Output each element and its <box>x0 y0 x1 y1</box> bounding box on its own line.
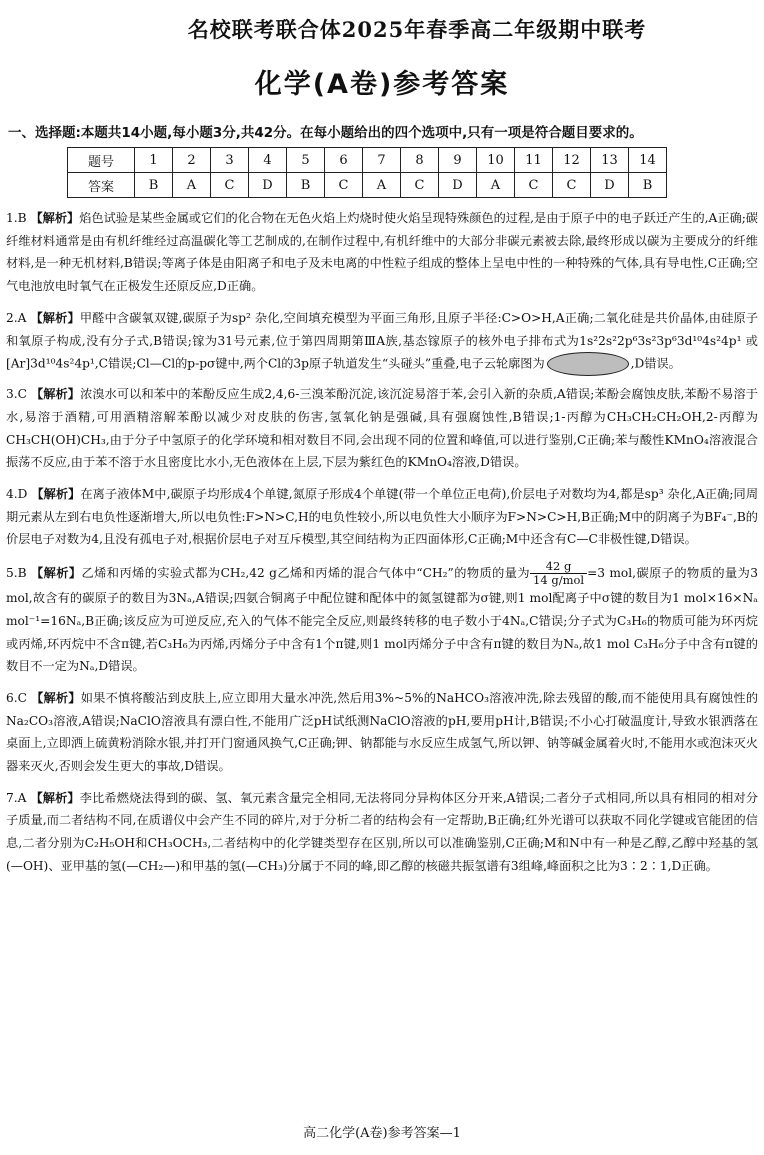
explanation-item-4 <box>6 483 758 551</box>
analysis-tag: 【解析】 <box>30 387 81 402</box>
item-number: 1.B <box>6 211 27 225</box>
explanation-text: 李比希燃烧法得到的碳、氢、氧元素含量完全相同,无法将同分异构体区分开来,A错误;二者分子式相同,所以具有相同的相对分子质量,而二者结构不同,在质谱仪中会产生不同的碎片,对于分析二者的结构会有一定帮助,B正确;红外光谱可以获取不同化学键或官能团的信息,二者分别为C₂H₅OH和CH₃OCH₃,二者结构中的化学键类型存在区别,所以可以准确鉴别,C正确;M和N中有一种是乙醇,乙醇中羟基的氢(—OH)、亚甲基的氢(—CH₂—)和甲基的氢(—CH₃)分属于不同的峰,即乙醇的核磁共振氢谱有3组峰,峰面积之比为3∶2∶1,D正确。 <box>6 790 759 873</box>
document-subtitle: 化学(A卷)参考答案 <box>254 69 510 100</box>
answer-cell: A <box>363 173 401 198</box>
answer-cell: B <box>135 173 173 198</box>
explanation-item-5 <box>6 560 758 678</box>
answer-cell: B <box>629 173 667 198</box>
answer-cell: C <box>325 173 363 198</box>
explanation-item-3 <box>6 383 758 474</box>
question-number-cell: 2 <box>173 148 211 173</box>
explanation-item-7 <box>6 787 758 878</box>
page-footer: 高二化学(A卷)参考答案—1 <box>303 1126 461 1141</box>
exam-title: 名校联考联合体2025年春季高二年级期中联考 <box>187 17 647 42</box>
explanation-text-end: ,D错误。 <box>630 356 681 371</box>
item-number: 6.C <box>6 690 27 705</box>
question-number-cell: 14 <box>629 148 667 173</box>
answer-cell: C <box>515 173 553 198</box>
answer-cell: A <box>173 173 211 198</box>
item-number: 5.B <box>6 566 27 581</box>
analysis-tag: 【解析】 <box>30 211 80 225</box>
analysis-tag: 【解析】 <box>31 690 81 705</box>
item-number: 4.D <box>6 487 28 502</box>
question-number-cell: 5 <box>287 148 325 173</box>
answer-table-number-row <box>68 148 667 173</box>
fraction-numerator: 42 g <box>530 560 587 574</box>
answer-cell: A <box>477 173 515 198</box>
explanation-item-6 <box>6 687 758 778</box>
answer-cell: D <box>591 173 629 198</box>
row-label-question-number: 题号 <box>68 148 135 173</box>
answer-table <box>67 147 667 198</box>
question-number-cell: 6 <box>325 148 363 173</box>
item-number: 7.A <box>6 790 27 805</box>
question-number-cell: 4 <box>249 148 287 173</box>
question-number-cell: 8 <box>401 148 439 173</box>
analysis-tag: 【解析】 <box>30 310 80 325</box>
explanation-text: 如果不慎将酸沾到皮肤上,应立即用大量水冲洗,然后用3%~5%的NaHCO₃溶液冲洗,除去残留的酸,而不能使用具有腐蚀性的Na₂CO₃溶液,A错误;NaClO溶液具有漂白性,不能用广泛pH试纸测NaClO溶液的pH,要用pH计,B错误;不小心打破温度计,导致水银洒落在桌面上,立即洒上硫黄粉消除水银,并打开门窗通风换气,C正确;钾、钠都能与水反应生成氢气,所以钾、钠等碱金属着火时,不能用水或泡沫灭火器来灭火,否则会发生更大的事故,D错误。 <box>6 690 759 774</box>
analysis-tag: 【解析】 <box>31 487 81 502</box>
answer-cell: B <box>287 173 325 198</box>
question-number-cell: 11 <box>515 148 553 173</box>
explanation-text: 乙烯和丙烯的实验式都为CH₂,42 g乙烯和丙烯的混合气体中“CH₂”的物质的量为 <box>81 566 531 581</box>
question-number-cell: 10 <box>477 148 515 173</box>
electron-cloud-ellipse-icon <box>547 352 629 376</box>
explanation-text: 浓溴水可以和苯中的苯酚反应生成2,4,6-三溴苯酚沉淀,该沉淀易溶于苯,会引入新的杂质,A错误;苯酚会腐蚀皮肤,苯酚不易溶于水,易溶于酒精,可用酒精溶解苯酚以减少对皮肤的伤害,氢氧化钠是强碱,具有强腐蚀性,B错误;1-丙醇为CH₃CH₂CH₂OH,2-丙醇为CH₃CH(OH)CH₃,由于分子中氢原子的化学环境和相对数目不同,会出现不同的位置和峰值,可以进行鉴别,C正确;苯与酸性KMnO₄溶液混合振荡不反应,由于苯不溶于水且密度比水小,无色液体在上层,下层为紫红色的KMnO₄溶液,D错误。 <box>6 387 758 470</box>
question-number-cell: 13 <box>591 148 629 173</box>
explanation-text-cont: =3 mol,碳原子的物质的量为3 mol,故含有的碳原子的数目为3Nₐ,A错误;四氨合铜离子中配位键和配体中的氮氢键都为σ键,则1 mol配离子中σ键的数目为1 mol×16×Nₐ mol⁻¹=16Nₐ,B正确;该反应为可逆反应,充入的气体不能完全反应,则最终转移的电子数小于4Nₐ,C错误;分子式为C₃H₆的物质可能为环丙烷或丙烯,环丙烷中不含π键,若C₃H₆为丙烯,丙烯分子中含有1个π键,则1 mol丙烯分子中含有π键的数目为Nₐ,故1 mol C₃H₆分子中含有π键的数目不一定为Nₐ,D错误。 <box>6 566 759 674</box>
explanation-text: 甲醛中含碳氧双键,碳原子为sp² 杂化,空间填充模型为平面三角形,且原子半径:C>O>H,A正确;二氧化硅是共价晶体,由硅原子和氧原子构成,没有分子式,B错误;镓为31号元素,位于第四周期第ⅢA族,基态镓原子的核外电子排布式为1s²2s²2p⁶3s²3p⁶3d¹⁰4s²4p¹ 或[Ar]3d¹⁰4s²4p¹,C错误;Cl—Cl的p-pσ键中,两个Cl的3p原子轨道发生“头碰头”重叠,电子云轮廓图为 <box>6 310 759 371</box>
fraction-denominator: 14 g/mol <box>533 573 585 588</box>
row-label-answer: 答案 <box>68 173 135 198</box>
answer-cell: D <box>249 173 287 198</box>
section-heading: 一、选择题:本题共14小题,每小题3分,共42分。在每小题给出的四个选项中,只有一项是符合题目要求的。 <box>8 125 643 141</box>
answer-cell: D <box>439 173 477 198</box>
explanation-item-1 <box>6 207 758 298</box>
item-number: 3.C <box>6 387 27 402</box>
answer-table-answer-row <box>68 173 667 198</box>
question-number-cell: 3 <box>211 148 249 173</box>
analysis-tag: 【解析】 <box>30 566 82 581</box>
question-number-cell: 1 <box>135 148 173 173</box>
question-number-cell: 9 <box>439 148 477 173</box>
answer-cell: C <box>553 173 591 198</box>
explanation-text: 在离子液体M中,碳原子均形成4个单键,氮原子形成4个单键(带一个单位正电荷),价层电子对数均为4,都是sp³ 杂化,A正确;同周期元素从左到右电负性逐渐增大,所以电负性:F>N>C,H的电负性较小,所以电负性大小顺序为F>N>C>H,B正确;M中的阴离子为BF₄⁻,B的价层电子对数为4,且没有孤电子对,根据价层电子对互斥模型,其空间结构为正四面体形,C正确;M中还含有C—C非极性键,D错误。 <box>6 487 759 547</box>
explanation-text: 焰色试验是某些金属或它们的化合物在无色火焰上灼烧时使火焰呈现特殊颜色的过程,是由于原子中的电子跃迁产生的,A正确;碳纤维材料通常是由有机纤维经过高温碳化等工艺制成的,在制作过程中,有机纤维中的大部分非碳元素被去除,最终形成以碳为主要成分的纤维材料,是一种无机材料,B错误;等离子体是由阳离子和电子及未电离的中性粒子组成的整体上呈电中性的一种特殊的气体,具有导电性,C正确;空气电池放电时氧气在正极发生还原反应,D正确。 <box>6 211 758 294</box>
question-number-cell: 12 <box>553 148 591 173</box>
analysis-tag: 【解析】 <box>30 790 80 805</box>
explanations <box>6 207 758 887</box>
answer-cell: C <box>211 173 249 198</box>
item-number: 2.A <box>6 310 27 325</box>
explanation-item-2 <box>6 307 758 376</box>
question-number-cell: 7 <box>363 148 401 173</box>
answer-cell: C <box>401 173 439 198</box>
fraction <box>530 560 587 587</box>
